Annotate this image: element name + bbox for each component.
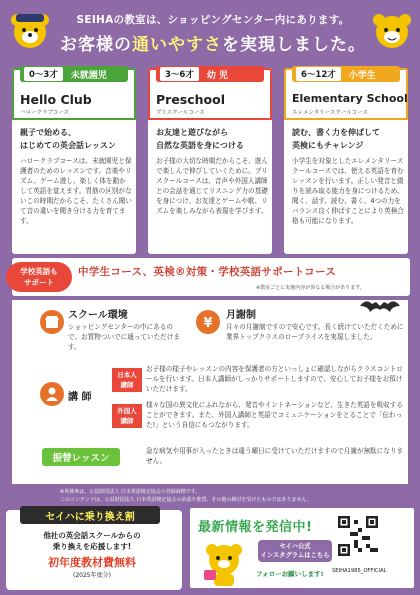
bat-icon (360, 298, 400, 318)
support-note: ※教室ごとに実施内容が異なる場合があります。 (256, 285, 365, 291)
instagram-title: 最新情報を発信中! (198, 520, 313, 535)
course-subtitle: エレメンタリースクールコース (292, 110, 368, 116)
bear-mascot-icon (200, 540, 248, 590)
japanese-teacher-tag: 日本人 講師 (112, 368, 142, 392)
svg-text:¥: ¥ (203, 316, 213, 330)
foreign-teacher-tag: 外国人 講師 (112, 404, 142, 428)
course-label: 小学生 (348, 70, 376, 81)
course-description: 小学生を対象としたエレメンタリースクールコースでは、使える英語を育むレッスンを行います。正しい発音と綴りを読み取る能力を身につけるため、聞く、話す、読む、書く、4つの力をバランス良く伸ばすことにより英検合格も可能になります。 (292, 157, 404, 225)
course-subtitle: ハロークラブコース (20, 110, 69, 116)
course-card-elementary[interactable] (284, 68, 408, 254)
age-badge: 6〜12才 (296, 67, 341, 81)
store-icon (40, 310, 64, 334)
switch-discount-text: 他社の英会話スクールからの 乗り換えを応援します! (43, 531, 141, 551)
bear-mascot-icon (370, 8, 414, 52)
free-materials-text: 初年度教材費無料 (48, 556, 136, 569)
age-badge: 3〜6才 (160, 67, 199, 81)
course-label: 未就園児 (70, 70, 107, 81)
course-lead: 親子で始める、 はじめての英会話レッスン (20, 128, 116, 150)
yen-icon (196, 310, 220, 334)
bear-mascot-icon (8, 8, 52, 52)
age-badge: 0〜3才 (24, 67, 63, 81)
school-support-badge: 学校英語も サポート (6, 262, 72, 292)
makeup-lesson-text: 急な病気や用事が入ったときは違う曜日に受けていただけますので月謝が無駄になりません。 (146, 447, 404, 465)
course-title: Hello Club (20, 92, 92, 107)
follow-text: フォローお願いします! (256, 570, 324, 578)
course-card-hello-club[interactable] (12, 68, 136, 254)
support-course-title[interactable]: 中学生コース、英検®対策・学校英語サポートコース (78, 266, 337, 278)
instagram-handle: SEIHA1985_OFFICIAL (332, 568, 387, 574)
qr-code-icon[interactable] (338, 516, 378, 556)
switch-discount-tab[interactable]: セイハに乗り換え割 (20, 506, 160, 524)
course-label: 幼 児 (206, 70, 228, 81)
course-description: ハロークラブコースは、未就園児と保護者のためのレッスンです。音楽やリズム、ゲーム遊し、楽しく体を動かして英語を覚えます。胃筋の区別がないこの時期だからこそ、たくさん聞いて音の違いを聞き分ける力を育てます。 (20, 157, 132, 225)
fee-text: 月々の月謝制ですので安心です。長く続けていただくために業界トップクラスのロープライスを実現しました。 (226, 323, 404, 341)
fee-title: 月謝制 (226, 310, 256, 321)
instagram-link[interactable]: セイハ公式 インスタグラムはこちら (258, 540, 332, 562)
course-title: Elementary School (292, 92, 408, 105)
makeup-lesson-button[interactable]: 振替レッスン (42, 448, 120, 466)
course-lead: 読む、書く力を伸ばして 英検にもチャレンジ (292, 128, 380, 150)
footnote-2: このコンテンツは、公益財団法人 日本英語検定協会の承認や推奨、その他の検討を受けたものではありません。 (60, 497, 312, 503)
header-line-1: SEIHAの教室は、ショッピングセンター内にあります。 (76, 14, 350, 26)
course-title: Preschool (156, 92, 226, 107)
course-description: お子様の大切な時期だからこそ、遊んで楽しんで伸びしていくために。プリスクールコースは、音声や外国人講師との会話を通じてリスニング力の基礎を身につけ、お友達とゲームや歌、リズムを楽しみながら表現を学びます。 (156, 157, 268, 215)
teacher-icon (40, 382, 64, 406)
footnote-1: ※英検®は、公益財団法人 日本英語検定協会の登録商標です。 (60, 489, 201, 495)
course-lead: お友達と遊びながら 自然な英語を身につける (156, 128, 244, 150)
env-title: スクール環境 (68, 310, 128, 321)
teacher-title: 講 師 (68, 392, 92, 403)
header-line-2: お客様の通いやすさを実現しました。 (60, 35, 366, 55)
japanese-teacher-text: お子様の様子やレッスンの内容を保護者の方といっしょに確認しながらクラスコントロールを行います。日本人講師がしっかりサポートしますので、安心してお子様をお預けいただけます。 (146, 365, 403, 393)
fiscal-year-note: (2025年度分) (73, 572, 111, 579)
foreign-teacher-text: 様々な国の異文化にふれながら、発音やイントネーションなど、生きた英語を吸収することができます。また、外国人講師と英語でコミュニケーションをとることで「伝わった!」という自信にもつながります。 (146, 401, 403, 429)
course-card-preschool[interactable] (148, 68, 272, 254)
env-text: ショッピングセンターの中にあるので、お買物ついでに通っていただけます。 (68, 323, 180, 351)
course-subtitle: プリスクールコース (156, 110, 205, 116)
